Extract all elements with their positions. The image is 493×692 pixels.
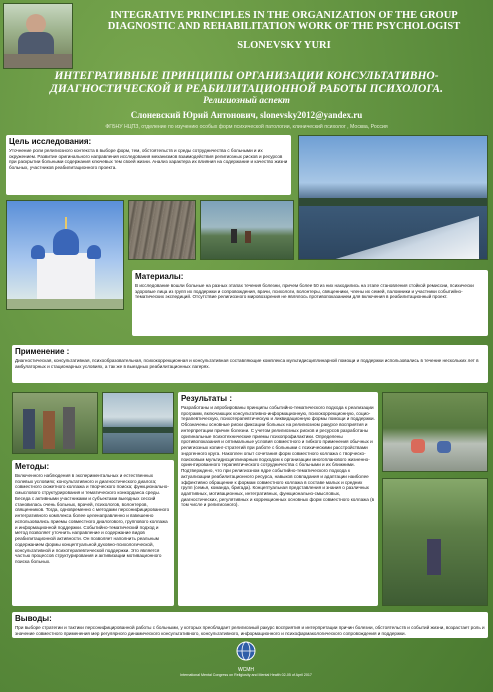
church-dome-3 <box>87 245 101 259</box>
conclusions-text: При выборе стратегии и тактики персонифицированной работы с больными, у которых преобладает религиозный ракурс восприятия и интерпретации причин болезни, обстоятельств и событий жизни, возрастает роль и значение совместного применения мер регулярного динамического консультативного, консультативного, информационного и психофармакологического сопровождения и поддержки. <box>15 625 485 636</box>
seated-person-2 <box>437 441 451 453</box>
author-figure <box>26 14 46 34</box>
wake <box>329 216 479 260</box>
goal-heading: Цель исследования: <box>9 137 92 146</box>
boat-photo <box>298 135 488 260</box>
results-text: Разработаны и апробированы принципы событийно-тематического подхода к реализации программ, включающих консультативно-информационную, психокоррекционную, социо-терапевтическую, психотерапевтическую и ликвидационную формы помощи и поддержки. Обозначены основные риски фиксации больных на религиозном ракурсе восприятия и интерпретации причин болезни. С учетом религиозных рисков и ресурсов разработаны оригинальные психотехнические приемы психопрофилактики. Определены противопоказания и оптимальные условия совместного и гибкого применения обычных и религиозных копинг-стратегий при работе с больными с психическими расстройствами эндогенного круга. Накоплен опыт сочетания форм совместного коллажа с творческо-поисковым мультидисциплинарным подходом к организации многопланового жизненно-ориентированного терапевтического сотрудничества с больными и их ближними. Подтверждено, что при религиозном ядре событийно-тематического подхода к актуализации реабилитационного ресурса, навыков совладания и адаптации наиболее эффективно обращение к формам совместного коллажа в составе малых и средних групп (семья, команда, бригада). Концептуальная представления и знания о различных адаптивных, мотивационных, интегративных, функционально-смысловых, диагностических, регулятивных и коррекционных основных форм совместного коллажа (в том числе и религиозного). <box>181 405 375 508</box>
logo-text: WCMH <box>237 667 255 673</box>
methods-box <box>12 460 174 606</box>
group-person-3 <box>63 407 75 449</box>
bottom-person <box>427 539 441 575</box>
english-author: SLONEVSKY YURI <box>237 40 331 51</box>
materials-text: В исследование вошли больные на разных этапах течения болезни, причем более 50 из них находились на этапе становления стойкой ремиссии, психически здоровые лица из групп их поддержки и сопровождения, врачи, психологи, волонтеры, священники, члены их семей, паломники и участники событийно-тематических экспедиций. Отсутствие религиозного мировоззрения не являлось противопоказанием для включения в реабилитационный проект. <box>135 283 474 300</box>
conference-caption: International Mental Congress on Religiosity and Mental Health 02-05 of April 2017 <box>180 673 312 677</box>
bottom-right-photo <box>382 478 488 606</box>
lake-shore <box>103 427 174 433</box>
horizon-land <box>299 198 488 206</box>
shore-photo <box>200 200 294 260</box>
conclusions-heading: Выводы: <box>15 614 52 623</box>
group-person-2 <box>43 411 55 449</box>
person-2 <box>245 231 251 243</box>
church-dome-1 <box>53 229 79 255</box>
group-photo <box>12 392 98 454</box>
russian-author: Слоневский Юрий Антонович, slonevsky2012@yandex.ru <box>130 110 363 120</box>
application-text: Диагностическая, консультативная, психообразовательная, психокоррекционная и консультативная составляющие комплекса мультидисциплинарной помощи и поддержки использовались в течение нескольких лет в амбулаторных и стационарных условиях, а так же в выездных реабилитационных лагерях. <box>15 358 479 369</box>
results-box <box>178 392 378 606</box>
conference-logo <box>218 640 274 673</box>
dock-photo <box>128 200 196 260</box>
goal-text: Уточнение роли религиозного контекста в выборе форм, тем, обстоятельств и среды сотрудничества с больными и их окружением. Развитие оригинального направления исследования механизмов взаимодействия религиозных рисков и ресурсов при раскрытии больными содержания ключевых тем своей жизни. Анализ характера их влияния на содержание и качество жизни больных, участников реабилитационного проекта. <box>9 148 288 171</box>
materials-heading: Материалы: <box>135 272 184 281</box>
application-box <box>12 345 488 383</box>
author-rock <box>4 54 73 69</box>
results-heading: Результаты : <box>181 394 233 403</box>
affiliation: ФГБНУ НЦПЗ, отделение по изучению особых форм психической патологии, клинический психолог , Москва, Россия <box>105 124 388 130</box>
methods-heading: Методы: <box>15 462 50 471</box>
forest-photo <box>382 392 488 472</box>
seated-person-1 <box>411 439 425 453</box>
application-heading: Применение : <box>15 347 70 356</box>
church-dome-2 <box>31 245 45 259</box>
church-cross <box>65 217 67 229</box>
church-body <box>37 253 95 301</box>
group-person-1 <box>23 409 35 449</box>
materials-box <box>132 270 488 336</box>
ground <box>7 299 124 310</box>
goal-box <box>6 135 291 195</box>
person-1 <box>231 229 237 243</box>
methods-text: Включенного наблюдения в экспериментальных и естественных полевых условиях; консультативного и диагностического диалога; совместного сюжетного коллажа и творческого поиска; функционально-смыслового структурирования и тематического конкорданса среды. Беседа с активными участниками и субъектами выездных сессий становилась очень больных, врачей, психологов, волонтеров, священников. Тогда, одновременно с методами персонифицированного интегративного комплекса более целенаправленно и взвешенно использовались приемы совместного диалогового, группового коллажа и информационной поддержки. Событийно-тематический подход и метод позволяет уточнить направление и содержание видов реабилитационной активности. Он позволяет наполнить реальным содержанием формы концептуальной духовно-психологической, консультативной и психотерапевтической поддержки. Это является частью процессов структурирования и активизации мотивационного поиска больных. <box>15 473 170 565</box>
russian-subtitle: Религиозный аспект <box>203 96 290 106</box>
english-title: INTEGRATIVE PRINCIPLES IN THE ORGANIZATION OF THE GROUP DIAGNOSTIC AND REHABILITATION WORK OF THE PSYCHOLOGIST <box>107 10 461 33</box>
russian-title: ИНТЕГРАТИВНЫЕ ПРИНЦИПЫ ОРГАНИЗАЦИИ КОНСУЛЬТАТИВНО-ДИАГНОСТИЧЕСКОЙ И РЕАБИЛИТАЦИОННОЙ РАБОТЫ ПСИХОЛОГА. <box>50 70 443 95</box>
conclusions-box <box>12 612 488 638</box>
church-photo <box>6 200 124 310</box>
globe-icon <box>235 640 257 662</box>
lake-photo <box>102 392 174 454</box>
author-photo <box>3 3 73 69</box>
